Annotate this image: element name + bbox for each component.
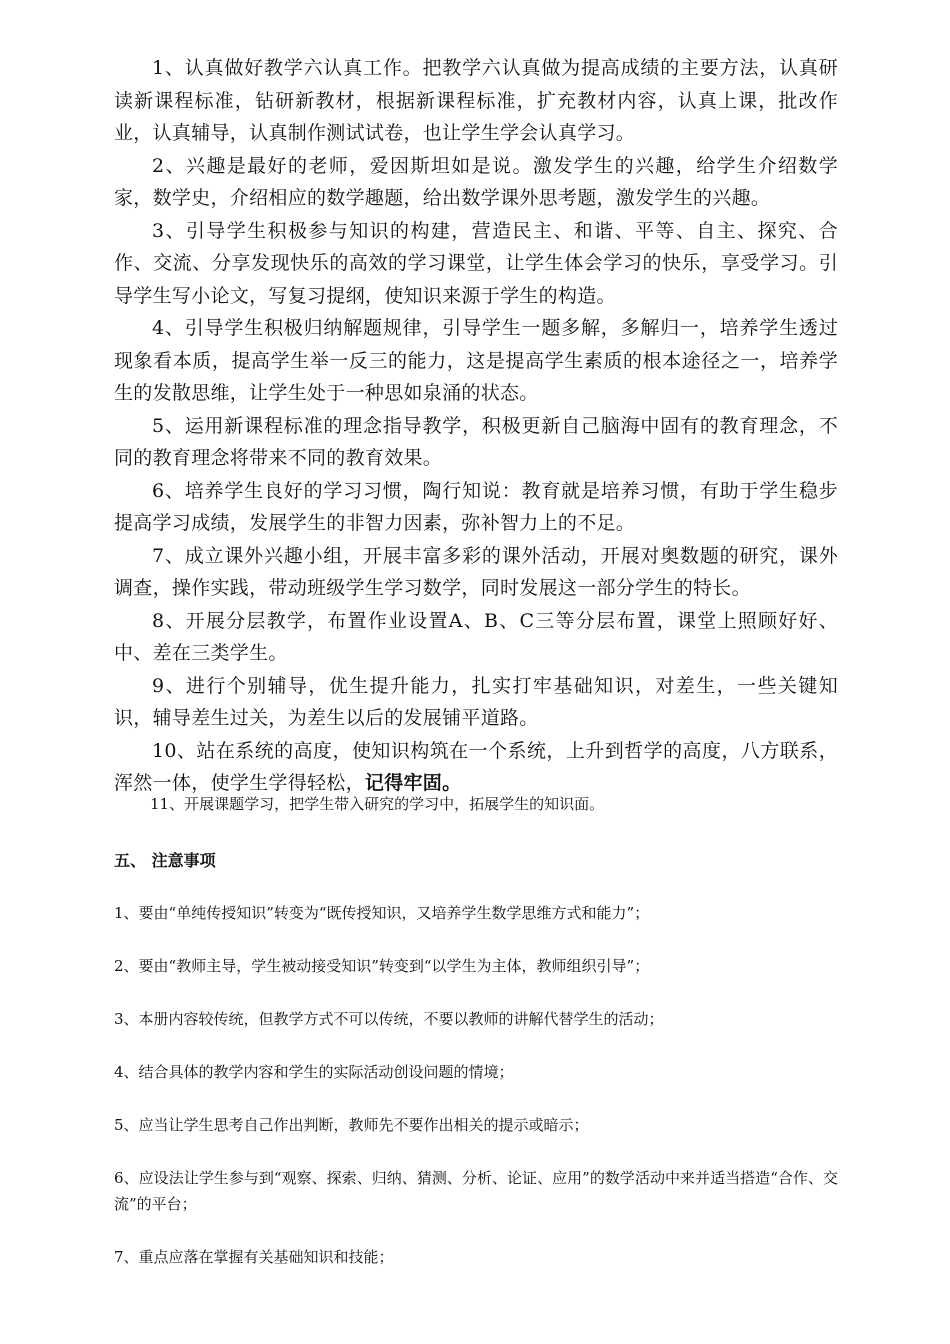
measure-paragraph-10-bold: 记得牢固。 [364, 772, 462, 794]
note-item-3: 3、本册内容较传统，但教学方式不可以传统，不要以教师的讲解代替学生的活动； [114, 1010, 664, 1028]
note-item-5: 5、应当让学生思考自己作出判断，教师先不要作出相关的提示或暗示； [114, 1116, 589, 1134]
measure-paragraph-10-text: 10、站在系统的高度，使知识构筑在一个系统，上升到哲学的高度，八方联系，浑然一体，使学生学得轻松， [114, 739, 838, 794]
section-heading-notes: 五、 注意事项 [114, 851, 216, 870]
measure-paragraph-1: 1、认真做好教学六认真工作。把教学六认真做为提高成绩的主要方法，认真研读新课程标准，钻研新教材，根据新课程标准，扩充教材内容，认真上课，批改作业，认真辅导，认真制作测试试卷，也让学生学会认真学习。 [114, 57, 838, 144]
measure-paragraph-3: 3、引导学生积极参与知识的构建，营造民主、和谐、平等、自主、探究、合作、交流、分享发现快乐的高效的学习课堂，让学生体会学习的快乐，享受学习。引导学生写小论文，写复习提纲，使知识来源于学生的构造。 [114, 219, 838, 307]
note-item-7: 7、重点应落在掌握有关基础知识和技能； [114, 1248, 394, 1266]
measure-paragraph-11: 11、开展课题学习，把学生带入研究的学习中，拓展学生的知识面。 [150, 795, 605, 813]
note-item-4: 4、结合具体的教学内容和学生的实际活动创设问题的情境； [114, 1063, 514, 1081]
measure-paragraph-4: 4、引导学生积极归纳解题规律，引导学生一题多解，多解归一，培养学生透过现象看本质，提高学生举一反三的能力，这是提高学生素质的根本途径之一，培养学生的发散思维，让学生处于一种思如泉涌的状态。 [114, 317, 838, 404]
measure-paragraph-2: 2、兴趣是最好的老师，爱因斯坦如是说。激发学生的兴趣，给学生介绍数学家，数学史，介绍相应的数学趣题，给出数学课外思考题，激发学生的兴趣。 [114, 154, 838, 209]
measure-paragraph-8: 8、开展分层教学，布置作业设置A、B、C三等分层布置，课堂上照顾好好、中、差在三类学生。 [114, 609, 838, 664]
note-item-1: 1、要由“单纯传授知识”转变为“既传授知识，又培养学生数学思维方式和能力”； [114, 904, 650, 922]
measure-paragraph-5: 5、运用新课程标准的理念指导教学，积极更新自己脑海中固有的教育理念，不同的教育理念将带来不同的教育效果。 [114, 414, 838, 469]
note-item-6: 6、应设法让学生参与到“观察、探索、归纳、猜测、分析、论证、应用”的数学活动中来并适当搭造“合作、交流”的平台； [114, 1169, 838, 1213]
measure-paragraph-7: 7、成立课外兴趣小组，开展丰富多彩的课外活动，开展对奥数题的研究，课外调查，操作实践，带动班级学生学习数学，同时发展这一部分学生的特长。 [114, 544, 838, 599]
measure-paragraph-6: 6、培养学生良好的学习习惯，陶行知说：教育就是培养习惯，有助于学生稳步提高学习成绩，发展学生的非智力因素，弥补智力上的不足。 [114, 479, 838, 534]
note-item-2: 2、要由“教师主导，学生被动接受知识”转变到“以学生为主体，教师组织引导”； [114, 957, 650, 975]
measure-paragraph-9: 9、进行个别辅导，优生提升能力，扎实打牢基础知识，对差生，一些关键知识，辅导差生过关，为差生以后的发展铺平道路。 [114, 674, 838, 729]
measure-paragraph-10 [114, 735, 838, 800]
notes-list [114, 900, 838, 1297]
teaching-measures-list [114, 52, 838, 800]
